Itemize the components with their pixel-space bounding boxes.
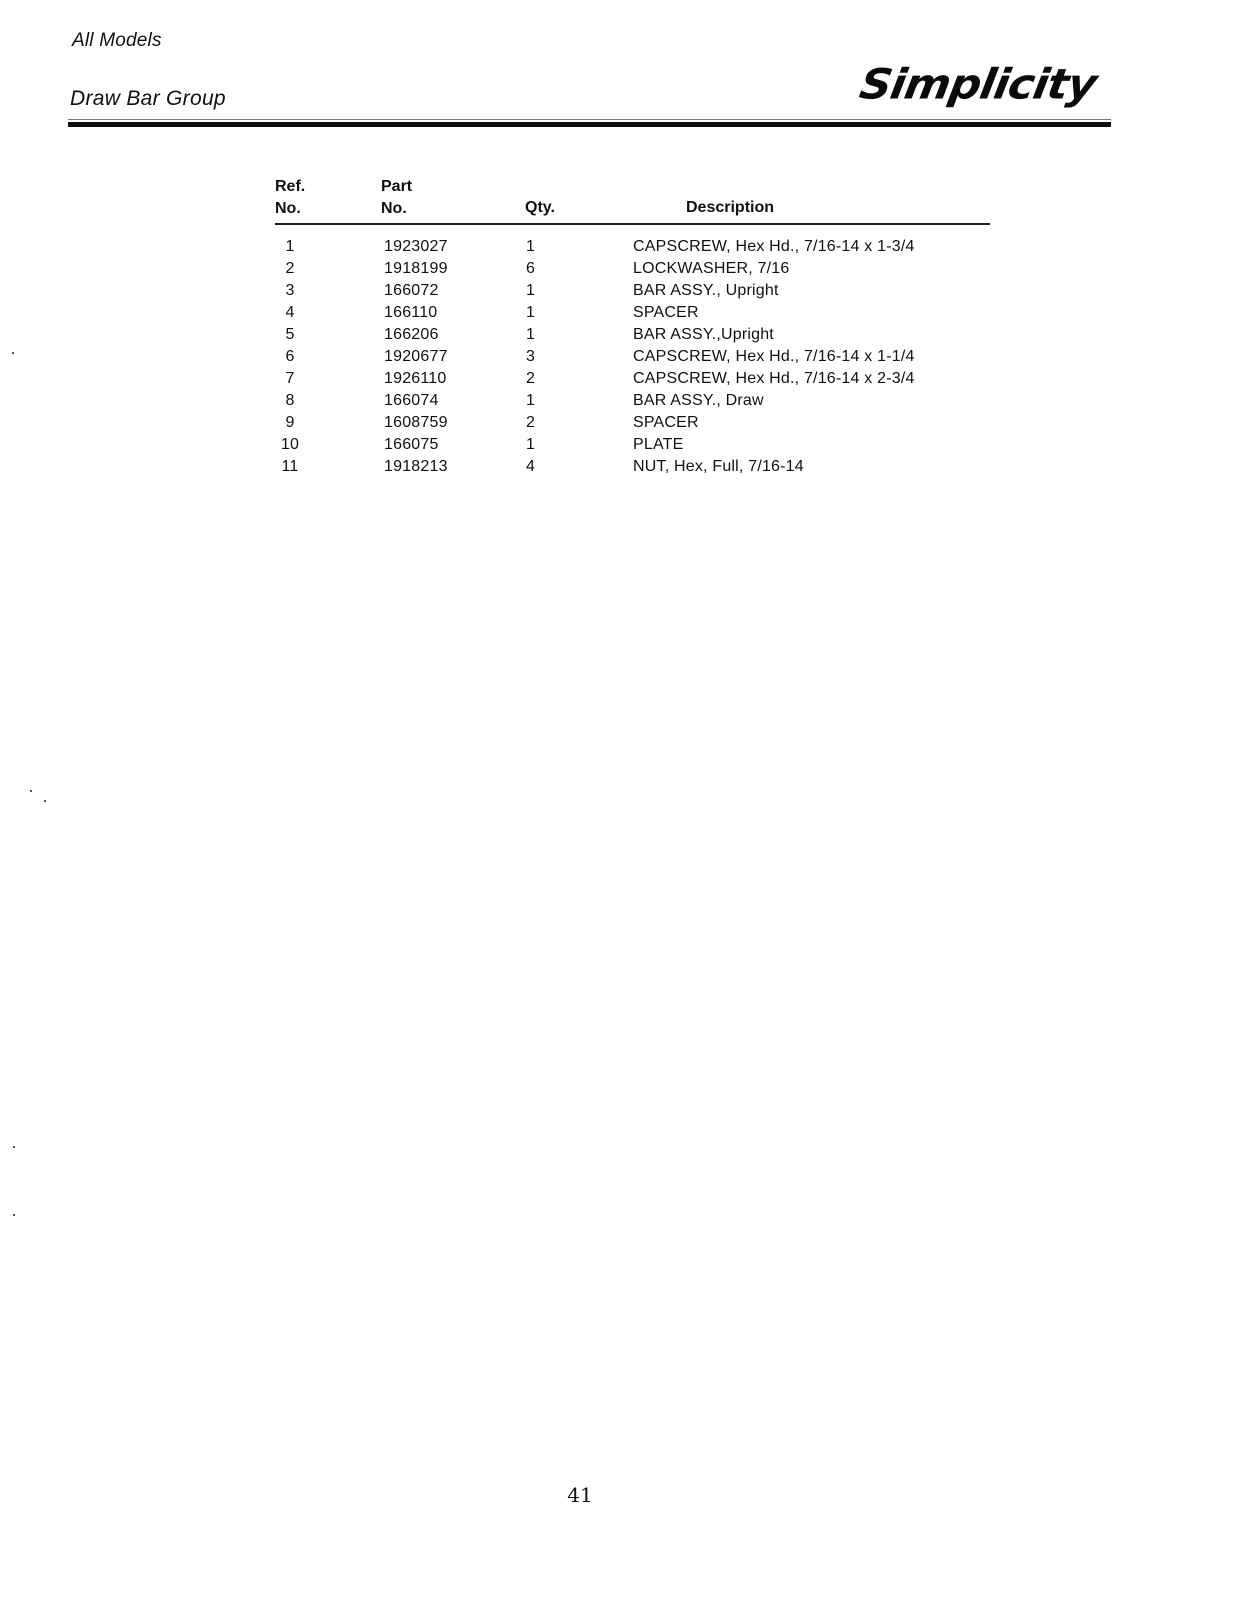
description-cell: BAR ASSY.,Upright [633,326,774,343]
qty-cell: 2 [526,414,536,431]
column-header-qty: Qty. [525,199,555,216]
table-row [275,236,990,258]
scan-speck [13,1214,15,1216]
part-no-cell: 166206 [384,326,439,343]
table-header [275,176,990,220]
ref-no-cell: 2 [285,260,295,277]
ref-no-cell: 3 [285,282,295,299]
ref-no-cell: 6 [285,348,295,365]
qty-cell: 4 [526,458,536,475]
qty-cell: 6 [526,260,536,277]
ref-no-cell: 10 [280,436,300,453]
description-cell: BAR ASSY., Upright [633,282,779,299]
ref-no-cell: 4 [285,304,295,321]
column-header-part-no [381,176,461,220]
header-divider-thin [68,119,1111,120]
scan-speck [13,1146,15,1148]
ref-no-cell: 7 [285,370,295,387]
brand-logo: Simplicity [855,60,1100,109]
qty-cell: 1 [526,392,536,409]
qty-cell: 3 [526,348,536,365]
qty-cell: 1 [526,282,536,299]
part-no-cell: 166075 [384,436,439,453]
part-no-cell: 1918213 [384,458,448,475]
qty-cell: 1 [526,238,536,255]
part-no-cell: 1608759 [384,414,448,431]
column-header-part-line2: No. [381,200,407,217]
description-cell: CAPSCREW, Hex Hd., 7/16-14 x 2-3/4 [633,370,915,387]
ref-no-cell: 5 [285,326,295,343]
column-header-ref-no [275,176,335,220]
section-title: Draw Bar Group [70,87,226,110]
ref-no-cell: 11 [281,458,299,475]
table-header-rule [275,223,990,225]
part-no-cell: 1926110 [384,370,447,387]
table-row [275,346,990,368]
scan-speck [30,790,32,792]
description-cell: BAR ASSY., Draw [633,392,764,409]
ref-no-cell: 8 [285,392,295,409]
table-row [275,390,990,412]
part-no-cell: 1923027 [384,238,448,255]
description-cell: LOCKWASHER, 7/16 [633,260,790,277]
qty-cell: 1 [526,304,536,321]
header-divider [68,122,1111,127]
column-header-description: Description [686,199,775,216]
column-header-ref-line2: No. [275,200,301,217]
column-header-ref-line1: Ref. [275,178,306,195]
ref-no-cell: 1 [285,238,295,255]
description-cell: NUT, Hex, Full, 7/16-14 [633,458,804,475]
part-no-cell: 166072 [384,282,439,299]
table-row [275,368,990,390]
qty-cell: 1 [526,326,536,343]
page-number: 41 [567,1483,593,1507]
table-row [275,324,990,346]
table-row [275,302,990,324]
scan-speck [12,352,14,354]
scan-speck [44,800,46,802]
table-row [275,258,990,280]
description-cell: PLATE [633,436,684,453]
models-label: All Models [72,30,162,51]
qty-cell: 2 [526,370,536,387]
description-cell: CAPSCREW, Hex Hd., 7/16-14 x 1-3/4 [633,238,915,255]
ref-no-cell: 9 [285,414,295,431]
table-row [275,456,990,478]
column-header-part-line1: Part [381,178,413,195]
description-cell: CAPSCREW, Hex Hd., 7/16-14 x 1-1/4 [633,348,915,365]
parts-table [275,176,990,475]
table-body [275,236,990,478]
qty-cell: 1 [526,436,536,453]
part-no-cell: 1918199 [384,260,448,277]
part-no-cell: 166110 [384,304,438,321]
table-row [275,280,990,302]
table-row [275,434,990,456]
description-cell: SPACER [633,304,699,321]
part-no-cell: 166074 [384,392,439,409]
table-row [275,412,990,434]
description-cell: SPACER [633,414,699,431]
part-no-cell: 1920677 [384,348,448,365]
